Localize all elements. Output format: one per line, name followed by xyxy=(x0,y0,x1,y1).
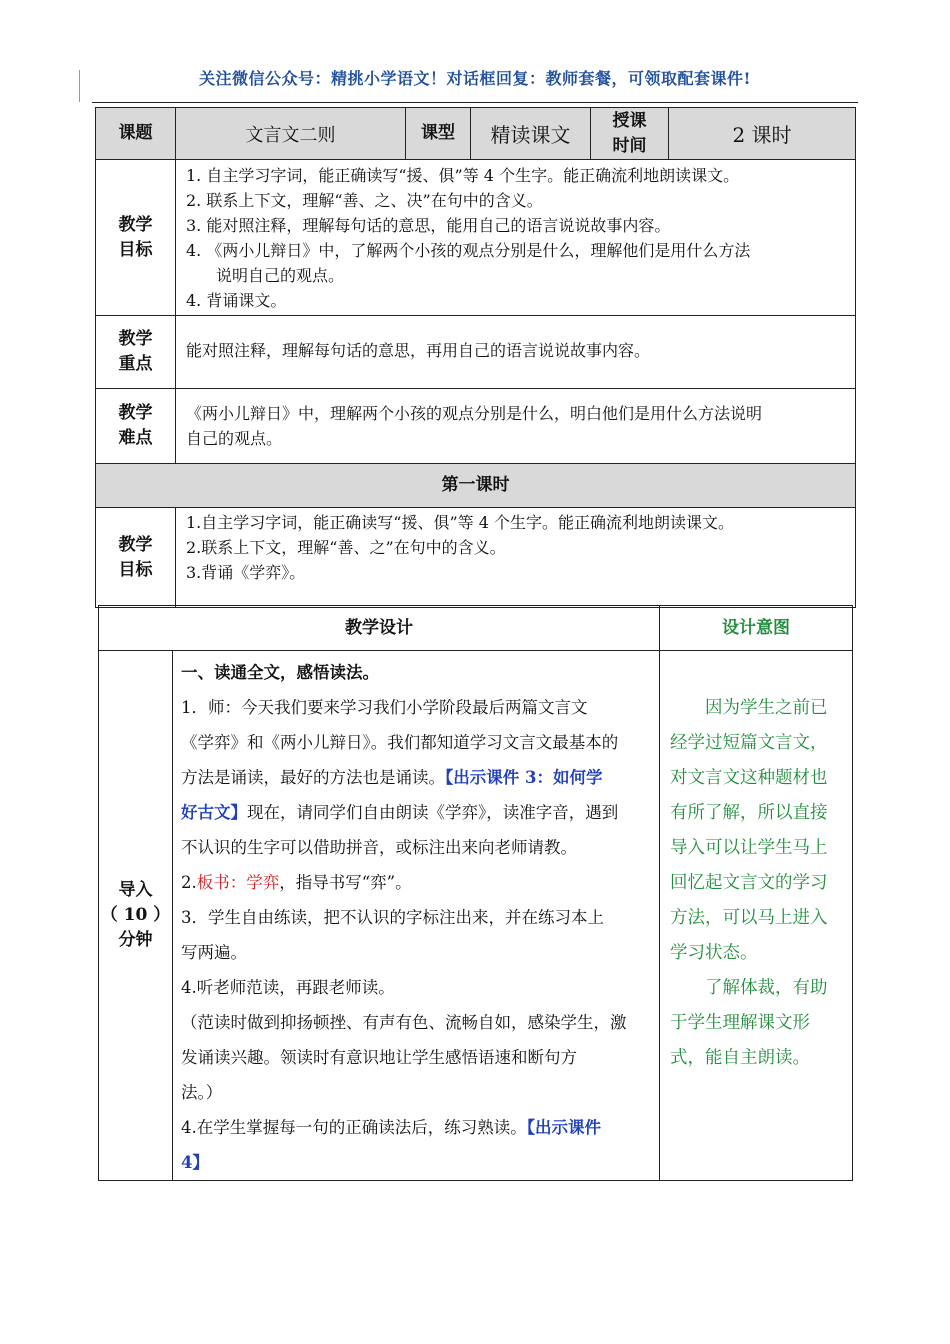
lesson1-title: 第一课时 xyxy=(96,464,856,508)
body-line: （范读时做到抑扬顿挫、有声有色、流畅自如，感染学生，激 xyxy=(181,1013,627,1032)
focus-line: 能对照注释，理解每句话的意思，再用自己的语言说说故事内容。 xyxy=(186,340,651,360)
goal-item: 4. 《两小儿辩日》中，了解两个小孩的观点分别是什么，理解他们是用什么方法 xyxy=(186,241,751,260)
lesson1-goals-label xyxy=(96,508,176,608)
lesson1-goal-item: 1.自主学习字词，能正确读写“援、俱”等 4 个生字。能正确流利地朗读课文。 xyxy=(186,513,734,532)
lesson1-goals-label-line2: 目标 xyxy=(118,559,153,580)
courseware-tag: 好古文】 xyxy=(181,803,247,822)
design-body xyxy=(173,651,660,1181)
body-text: 2. xyxy=(181,873,197,892)
lesson1-goals-list xyxy=(176,508,856,608)
intent-line: 因为学生之前已 xyxy=(670,698,828,718)
margin-mark xyxy=(79,70,80,102)
lesson1-goals-label-line1: 教学 xyxy=(118,534,153,555)
stage-label xyxy=(99,651,173,1181)
body-line: 发诵读兴趣。领读时有意识地让学生感悟语速和断句方 xyxy=(181,1048,577,1067)
difficulty-text xyxy=(176,389,856,464)
lesson1-goals-row xyxy=(96,508,856,608)
body-line: 4.听老师范读，再跟老师读。 xyxy=(181,978,395,997)
header-row xyxy=(96,108,856,160)
intent-line: 了解体裁，有助 xyxy=(670,978,828,998)
difficulty-label-line2: 难点 xyxy=(118,428,153,448)
goal-item-continuation: 说明自己的观点。 xyxy=(216,266,345,285)
stage-label-line3: 分钟 xyxy=(118,930,153,950)
goals-label xyxy=(96,160,176,316)
intent-line: 经学过短篇文言文， xyxy=(670,733,828,753)
goals-row xyxy=(96,160,856,316)
courseware-tag: 4】 xyxy=(181,1153,209,1172)
difficulty-row xyxy=(96,389,856,464)
focus-label-line2: 重点 xyxy=(118,354,153,374)
body-text: ，指导书写“弈”。 xyxy=(279,873,412,892)
topic-label: 课题 xyxy=(96,108,176,160)
focus-row xyxy=(96,316,856,389)
goal-item: 4. 背诵课文。 xyxy=(186,291,287,310)
goal-item: 2. 联系上下文，理解“善、之、决”在句中的含义。 xyxy=(186,191,543,210)
intent-line: 于学生理解课文形 xyxy=(670,1013,810,1033)
section-title: 一、读通全文，感悟读法。 xyxy=(181,663,379,682)
courseware-tag: 【出示课件 xyxy=(526,1118,601,1137)
intent-line: 方法，可以马上进入 xyxy=(670,908,828,928)
body-line: 写两遍。 xyxy=(181,943,247,962)
time-label-line2: 时间 xyxy=(612,135,647,156)
goals-label-line2: 目标 xyxy=(118,239,153,260)
board-note: 板书：学弈 xyxy=(196,873,280,892)
body-line xyxy=(181,1110,659,1145)
body-line: 《学弈》和《两小儿辩日》。我们都知道学习文言文最基本的 xyxy=(181,733,619,752)
focus-label-line1: 教学 xyxy=(118,329,153,349)
goal-item: 1. 自主学习字词，能正确读写“援、俱”等 4 个生字。能正确流利地朗读课文。 xyxy=(186,166,740,185)
body-line: 1．师：今天我们要来学习我们小学阶段最后两篇文言文 xyxy=(181,698,588,717)
body-line: 3．学生自由练读，把不认识的字标注出来，并在练习本上 xyxy=(181,908,604,927)
type-value: 精读课文 xyxy=(471,108,591,160)
time-label xyxy=(591,108,669,160)
wechat-banner: 关注微信公众号：精挑小学语文！对话框回复：教师套餐，可领取配套课件! xyxy=(198,69,752,88)
goals-label-line1: 教学 xyxy=(118,214,153,235)
intent-line: 导入可以让学生马上 xyxy=(670,838,828,858)
intent-line: 学习状态。 xyxy=(670,943,758,963)
difficulty-line: 自己的观点。 xyxy=(186,429,283,448)
body-line: 不认识的生字可以借助拼音，或标注出来向老师请教。 xyxy=(181,838,577,857)
body-text: 现在，请同学们自由朗读《学弈》，读准字音，遇到 xyxy=(247,803,619,822)
time-value: 2 课时 xyxy=(669,108,856,160)
lesson1-title-row xyxy=(96,464,856,508)
body-line xyxy=(181,795,659,830)
topic-value: 文言文二则 xyxy=(176,108,406,160)
time-label-line1: 授课 xyxy=(612,110,647,131)
design-header: 教学设计 xyxy=(99,606,660,651)
stage-label-duration: （ 10 ） xyxy=(100,905,171,925)
intent-line: 回忆起文言文的学习 xyxy=(670,873,828,893)
body-text: 4.在学生掌握每一句的正确读法后，练习熟读。 xyxy=(181,1118,527,1137)
intent-text xyxy=(660,651,853,1181)
difficulty-label-line1: 教学 xyxy=(118,403,153,423)
lesson1-goal-item: 2.联系上下文，理解“善、之”在句中的含义。 xyxy=(186,538,506,557)
teaching-design-table xyxy=(98,605,853,1181)
goals-list xyxy=(176,160,856,316)
focus-label xyxy=(96,316,176,389)
lesson1-goal-item: 3.背诵《学弈》。 xyxy=(186,563,306,582)
header-rule xyxy=(92,102,858,103)
lesson-plan-table xyxy=(95,107,856,608)
goal-item: 3. 能对照注释，理解每句话的意思，能用自己的语言说说故事内容。 xyxy=(186,216,671,235)
intent-header: 设计意图 xyxy=(660,606,853,651)
intent-line: 式，能自主朗读。 xyxy=(670,1048,810,1068)
courseware-tag: 【出示课件 3：如何学 xyxy=(445,768,603,787)
body-line xyxy=(181,865,659,900)
difficulty-line: 《两小儿辩日》中，理解两个小孩的观点分别是什么，明白他们是用什么方法说明 xyxy=(186,404,763,423)
body-line xyxy=(181,1145,659,1180)
focus-text xyxy=(176,316,856,389)
body-line xyxy=(181,760,659,795)
stage-label-line1: 导入 xyxy=(118,880,153,900)
intro-stage-row xyxy=(99,651,853,1181)
design-header-row xyxy=(99,606,853,651)
type-label: 课型 xyxy=(406,108,471,160)
body-text: 方法是诵读，最好的方法也是诵读。 xyxy=(181,768,445,787)
difficulty-label xyxy=(96,389,176,464)
intent-line: 对文言文这种题材也 xyxy=(670,768,828,788)
body-line: 法。） xyxy=(181,1083,223,1102)
intent-line: 有所了解，所以直接 xyxy=(670,803,828,823)
